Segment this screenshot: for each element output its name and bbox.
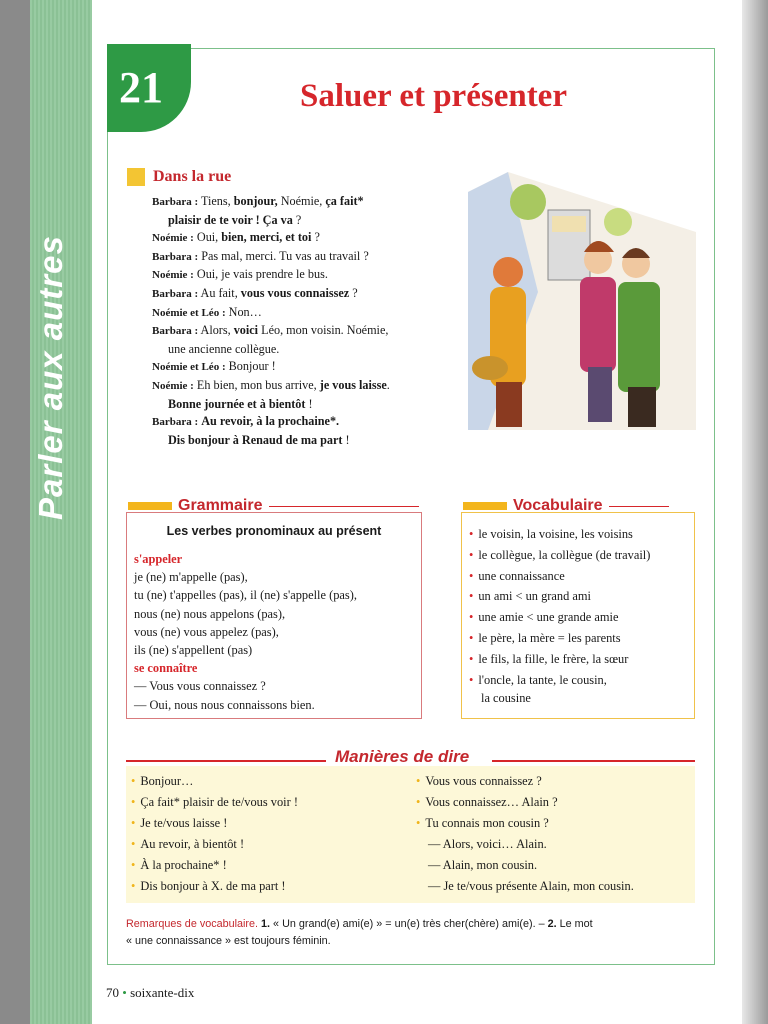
manieres-rule-right	[492, 760, 695, 762]
dialogue-line	[152, 304, 462, 323]
vocabulaire-item-text: le collègue, la collègue (de travail)	[478, 547, 651, 562]
dialogue-text-run: bien, merci, et toi	[221, 230, 312, 245]
speaker-name: Barbara :	[152, 287, 199, 300]
maniere-item	[131, 834, 298, 855]
manieres-rule-left	[126, 760, 326, 762]
dialogue-line	[152, 358, 462, 377]
maniere-item-text: À la prochaine* !	[140, 858, 227, 872]
conjugation-list-2	[134, 677, 357, 713]
dialogue-text-run: je vous laisse	[319, 377, 387, 392]
vocabulaire-heading-rule	[609, 506, 669, 507]
bullet-icon: •	[416, 816, 421, 830]
dialogue-text-run: Au revoir, à la prochaine*.	[201, 414, 340, 429]
vocabulaire-list	[469, 524, 650, 706]
vocabulaire-item	[469, 670, 650, 691]
speaker-name: Noémie et Léo :	[152, 361, 226, 374]
side-label: Parler aux autres	[32, 235, 69, 520]
dialogue-line-continuation	[152, 396, 462, 414]
vocabulaire-item	[469, 566, 650, 587]
bullet-icon: •	[416, 795, 421, 809]
dialogue-line	[152, 229, 462, 248]
maniere-item	[416, 771, 634, 792]
speaker-name: Barbara :	[152, 196, 199, 208]
speaker-name: Noémie :	[152, 379, 194, 392]
dialogue-text-run: Noémie,	[277, 194, 326, 208]
page-number: 70	[106, 985, 119, 1000]
bullet-icon: •	[416, 774, 421, 788]
dialogue-text-run: Tiens,	[198, 194, 234, 208]
dialogue-line	[152, 266, 462, 285]
speaker-name: Noémie :	[152, 232, 194, 245]
yellow-square-icon	[127, 168, 145, 186]
dialogue-text-run: Bonjour !	[225, 359, 276, 374]
dialogue-line-continuation	[152, 212, 462, 230]
maniere-item-text: Bonjour…	[140, 774, 194, 788]
conjugation-list-1	[134, 568, 357, 659]
bullet-icon: •	[131, 879, 136, 893]
example-line: — Oui, nous nous connaissons bien.	[134, 697, 315, 712]
dialogue-text-run: voici	[233, 323, 259, 338]
bullet-icon: •	[469, 589, 474, 604]
dialogue-text-run: Alors,	[198, 323, 234, 338]
vocabulaire-item-text: le fils, la fille, le frère, la sœur	[478, 651, 629, 666]
dialogue-text-run: Eh bien, mon bus arrive,	[193, 377, 320, 392]
bullet-icon: •	[469, 547, 474, 562]
grammaire-heading-rule	[269, 506, 419, 507]
scan-edge-left	[0, 0, 30, 1024]
dialogue-line	[152, 413, 462, 432]
remark-number-2: 2.	[547, 918, 557, 930]
bullet-icon: •	[131, 858, 136, 872]
street-illustration	[468, 172, 696, 430]
manieres-column-2	[416, 771, 634, 897]
bullet-icon: •	[469, 527, 474, 541]
speaker-name: Barbara :	[152, 416, 199, 429]
page-number-words: soixante-dix	[130, 985, 195, 1000]
maniere-item-text: Vous vous connaissez ?	[425, 774, 542, 788]
vocabulaire-item-text: une amie < une grande amie	[478, 610, 619, 625]
maniere-reply: — Alain, mon cousin.	[428, 858, 538, 872]
vocabulaire-item	[469, 524, 650, 545]
dialogue-text-run: bonjour,	[233, 194, 278, 208]
page-title: Saluer et présenter	[300, 78, 567, 114]
dialogue-text-run: ça fait*	[325, 194, 364, 208]
dialogue-text-run: Dis bonjour à Renaud de ma part	[168, 432, 343, 447]
dialogue-text-run: Léo, mon voisin. Noémie,	[258, 323, 389, 338]
bullet-icon: •	[131, 816, 136, 830]
conjugation-line: nous (ne) nous appelons (pas),	[134, 606, 286, 621]
remark-text-3: « une connaissance » est toujours féminin.	[126, 935, 331, 947]
vocabulaire-item-text: l'oncle, la tante, le cousin,	[478, 672, 607, 687]
example-line: — Vous vous connaissez ?	[134, 679, 266, 694]
conjugation-line: vous (ne) vous appelez (pas),	[134, 624, 279, 639]
bullet-icon: •	[469, 672, 474, 687]
vocabulaire-item	[469, 545, 650, 566]
scan-edge-right	[742, 0, 768, 1024]
bullet-icon: •	[469, 630, 474, 645]
remark-number-1: 1.	[261, 918, 271, 930]
manieres-heading: Manières de dire	[335, 747, 470, 766]
bullet-icon: •	[131, 774, 136, 788]
maniere-item	[416, 792, 634, 813]
maniere-item-text: Tu connais mon cousin ?	[425, 816, 549, 830]
dialogue-text-run: vous vous connaissez	[240, 285, 350, 300]
dialogue-text-run: ?	[311, 230, 320, 245]
speaker-name: Noémie :	[152, 269, 194, 282]
vocabulaire-item-text: le père, la mère = les parents	[478, 630, 621, 645]
grammaire-verb-1: s'appeler	[134, 552, 183, 566]
dialogue-heading-text: Dans la rue	[153, 168, 232, 185]
maniere-item-text: Dis bonjour à X. de ma part !	[140, 879, 286, 893]
maniere-item-text: Ça fait* plaisir de te/vous voir !	[140, 795, 298, 809]
dialogue-line	[152, 377, 462, 396]
dialogue-line-continuation	[152, 341, 462, 359]
vocabulaire-item	[469, 607, 650, 628]
bullet-icon: •	[469, 568, 474, 583]
dialogue-line	[152, 285, 462, 304]
grammaire-subtitle: Les verbes pronominaux au présent	[166, 524, 382, 538]
maniere-item-text: Au revoir, à bientôt !	[140, 837, 245, 851]
dialogue-text-run: ?	[349, 285, 358, 300]
remarks-label: Remarques de vocabulaire.	[126, 918, 259, 930]
grammaire-body	[134, 550, 357, 714]
bullet-icon: •	[131, 837, 136, 851]
remark-text-2: Le mot	[556, 918, 593, 930]
vocabulaire-item-text: une connaissance	[478, 568, 565, 583]
speaker-name: Barbara :	[152, 250, 199, 263]
vocabulaire-item-text: un ami < un grand ami	[478, 589, 591, 604]
dialogue-text-run: Oui, je vais prendre le bus.	[193, 267, 328, 282]
page-footer	[106, 985, 194, 1001]
remarks	[126, 916, 696, 950]
speaker-name: Noémie et Léo :	[152, 306, 226, 319]
remark-text-1: « Un grand(e) ami(e) » = un(e) très cher(chère) ami(e). –	[270, 918, 548, 930]
conjugation-line: je (ne) m'appelle (pas),	[134, 570, 248, 585]
maniere-reply: — Alors, voici… Alain.	[428, 837, 547, 851]
grammaire-verb-2: se connaître	[134, 661, 198, 676]
dialogue-text-run: une ancienne collègue.	[168, 341, 280, 356]
footer-bullet-icon: •	[122, 985, 127, 1000]
dialogue-text-run: plaisir de te voir ! Ça va	[168, 212, 293, 227]
maniere-item	[131, 771, 298, 792]
manieres-column-1	[131, 771, 298, 897]
conjugation-line: tu (ne) t'appelles (pas), il (ne) s'appelle (pas),	[134, 588, 357, 603]
dialogue-line	[152, 248, 462, 267]
lesson-number: 21	[119, 63, 163, 112]
vocabulaire-item-text: le voisin, la voisine, les voisins	[478, 527, 633, 541]
dialogue-line	[152, 193, 462, 212]
dialogue-text-run: Pas mal, merci. Tu vas au travail ?	[198, 248, 369, 263]
vocabulaire-heading-bar	[463, 502, 507, 510]
maniere-item-text: Je te/vous laisse !	[140, 816, 228, 830]
dialogue-text-run: .	[386, 377, 390, 392]
conjugation-line: ils (ne) s'appellent (pas)	[134, 643, 253, 658]
bullet-icon: •	[469, 610, 474, 625]
grammaire-heading-bar	[128, 502, 172, 510]
dialogue-text-run: Oui,	[193, 230, 222, 245]
dialogue-heading	[127, 168, 231, 186]
bullet-icon: •	[469, 651, 474, 666]
grammaire-heading-text: Grammaire	[178, 497, 263, 514]
vocabulaire-item	[469, 628, 650, 649]
vocabulaire-item	[469, 649, 650, 670]
vocabulaire-item-continuation: la cousine	[481, 691, 531, 706]
dialogue-text-run: Au fait,	[198, 285, 241, 300]
vocabulaire-heading-text: Vocabulaire	[513, 497, 603, 514]
dialogue-line	[152, 322, 462, 341]
maniere-item	[416, 813, 634, 834]
dialogue-text-run: Bonne journée et à bientôt	[168, 396, 306, 411]
dialogue-text	[152, 193, 462, 449]
maniere-item-text: Vous connaissez… Alain ?	[425, 795, 558, 809]
maniere-item	[131, 792, 298, 813]
maniere-item	[131, 855, 298, 876]
maniere-item	[131, 876, 298, 897]
maniere-item	[131, 813, 298, 834]
bullet-icon: •	[131, 795, 136, 809]
maniere-reply: — Je te/vous présente Alain, mon cousin.	[428, 879, 634, 893]
dialogue-text-run: Non…	[225, 304, 262, 319]
dialogue-line-continuation	[152, 432, 462, 450]
dialogue-text-run: !	[342, 432, 350, 447]
dialogue-text-run: ?	[292, 212, 302, 227]
dialogue-text-run: !	[305, 396, 313, 411]
vocabulaire-item	[469, 586, 650, 607]
speaker-name: Barbara :	[152, 325, 199, 338]
